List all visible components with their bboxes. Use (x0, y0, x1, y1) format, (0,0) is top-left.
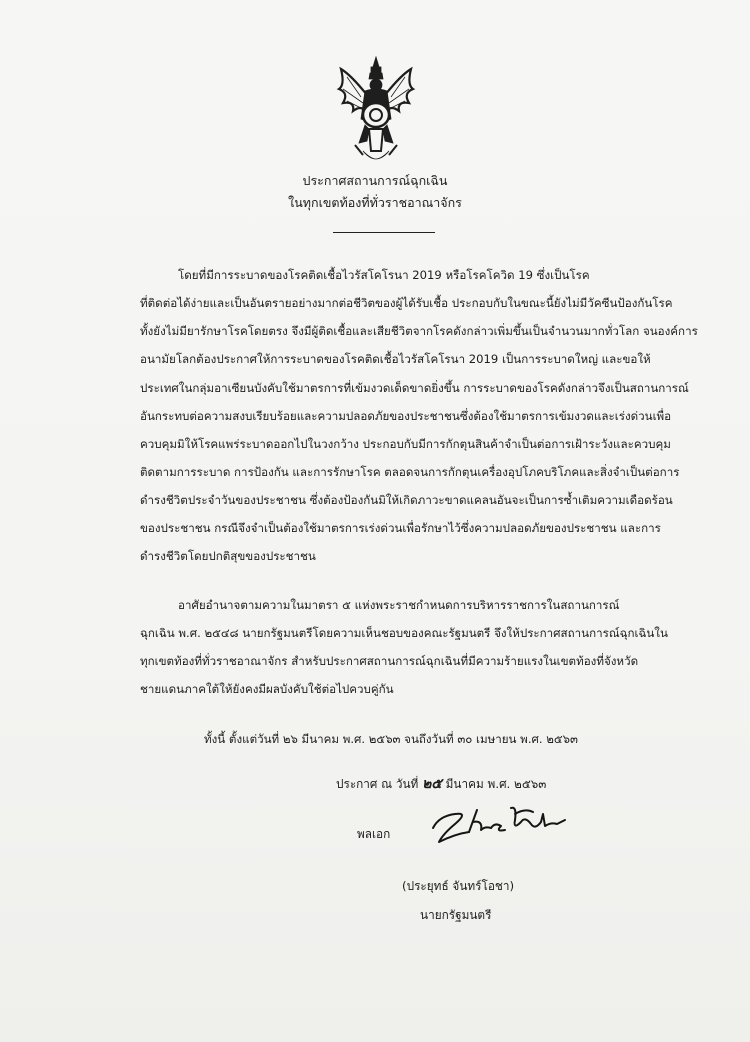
paragraph1-line: ประเทศในกลุ่มอาเซียนบังคับใช้มาตรการที่เข้มงวดเด็ดขาดยิ่งขึ้น การระบาดของโรคดังกล่าวจึงเป็นสถานการณ์ (140, 381, 689, 395)
title-line-2: ในทุกเขตท้องที่ทั่วราชอาณาจักร (288, 195, 462, 210)
announce-date (336, 773, 546, 795)
paragraph2-line: อาศัยอำนาจตามความในมาตรา ๕ แห่งพระราชกำหนดการบริหารราชการในสถานการณ์ (178, 598, 620, 612)
paragraph2-line: ชายแดนภาคใต้ให้ยังคงมีผลบังคับใช้ต่อไปควบคู่กัน (140, 682, 394, 696)
announce-day-handwritten: ๒๕ (422, 776, 442, 792)
announce-prefix: ประกาศ ณ วันที่ (336, 777, 419, 791)
paragraph1-line: ควบคุมมิให้โรคแพร่ระบาดออกไปในวงกว้าง ประกอบกับมีการกักตุนสินค้าจำเป็นต่อการเฝ้าระวังและควบคุม (140, 437, 671, 451)
paragraph1-line: ทั้งยังไม่มียารักษาโรคโดยตรง จึงมีผู้ติดเชื้อและเสียชีวิตจากโรคดังกล่าวเพิ่มขึ้นเป็นจำนวนมากทั่วโลก จนองค์การ (140, 324, 698, 338)
garuda-emblem (335, 55, 417, 173)
paragraph1-line: ของประชาชน กรณีจึงจำเป็นต้องใช้มาตรการเร่งด่วนเพื่อรักษาไว้ซึ่งความปลอดภัยของประชาชน และการ (140, 521, 661, 535)
paragraph2-line: ทุกเขตท้องที่ทั่วราชอาณาจักร สำหรับประกาศสถานการณ์ฉุกเฉินที่มีความร้ายแรงในเขตท้องที่จังหวัด (140, 654, 639, 668)
effective-period: ทั้งนี้ ตั้งแต่วันที่ ๒๖ มีนาคม พ.ศ. ๒๕๖๓ จนถึงวันที่ ๓๐ เมษายน พ.ศ. ๒๕๖๓ (204, 732, 578, 746)
paragraph1-line: ที่ติดต่อได้ง่ายและเป็นอันตรายอย่างมากต่อชีวิตของผู้ได้รับเชื้อ ประกอบกับในขณะนี้ยังไม่มีวัคซีนป้องกันโรค (140, 296, 673, 310)
announce-month-year: มีนาคม พ.ศ. ๒๕๖๓ (445, 777, 547, 791)
paragraph2-line: ฉุกเฉิน พ.ศ. ๒๕๔๘ นายกรัฐมนตรีโดยความเห็นชอบของคณะรัฐมนตรี จึงให้ประกาศสถานการณ์ฉุกเฉินใน (140, 626, 668, 640)
paragraph1-line: ดำรงชีวิตประจำวันของประชาชน ซึ่งต้องป้องกันมิให้เกิดภาวะขาดแคลนอันจะเป็นการซ้ำเติมความเดือดร้อน (140, 493, 673, 507)
handwritten-signature (425, 800, 575, 850)
paragraph1-line: อันกระทบต่อความสงบเรียบร้อยและความปลอดภัยของประชาชนซึ่งต้องใช้มาตรการเข้มงวดและเร่งด่วนเพื่อ (140, 409, 672, 423)
paragraph1-line: โดยที่มีการระบาดของโรคติดเชื้อไวรัสโคโรนา 2019 หรือโรคโควิด 19 ซึ่งเป็นโรค (178, 268, 590, 282)
paragraph1-line: อนามัยโลกต้องประกาศให้การระบาดของโรคติดเชื้อไวรัสโคโรนา 2019 เป็นการระบาดใหญ่ และขอให้ (140, 352, 651, 366)
signer-position: นายกรัฐมนตรี (420, 908, 492, 922)
paragraph1-line: ติดตามการระบาด การป้องกัน และการรักษาโรค ตลอดจนการกักตุนเครื่องอุปโภคบริโภคและสิ่งจำเป็นต่อการ (140, 465, 680, 479)
signer-name: (ประยุทธ์ จันทร์โอชา) (402, 879, 515, 893)
paragraph1-line: ดำรงชีวิตโดยปกติสุขของประชาชน (140, 549, 316, 563)
title-line-1: ประกาศสถานการณ์ฉุกเฉิน (302, 173, 448, 188)
title-underline (333, 232, 435, 233)
signer-rank: พลเอก (357, 827, 391, 841)
